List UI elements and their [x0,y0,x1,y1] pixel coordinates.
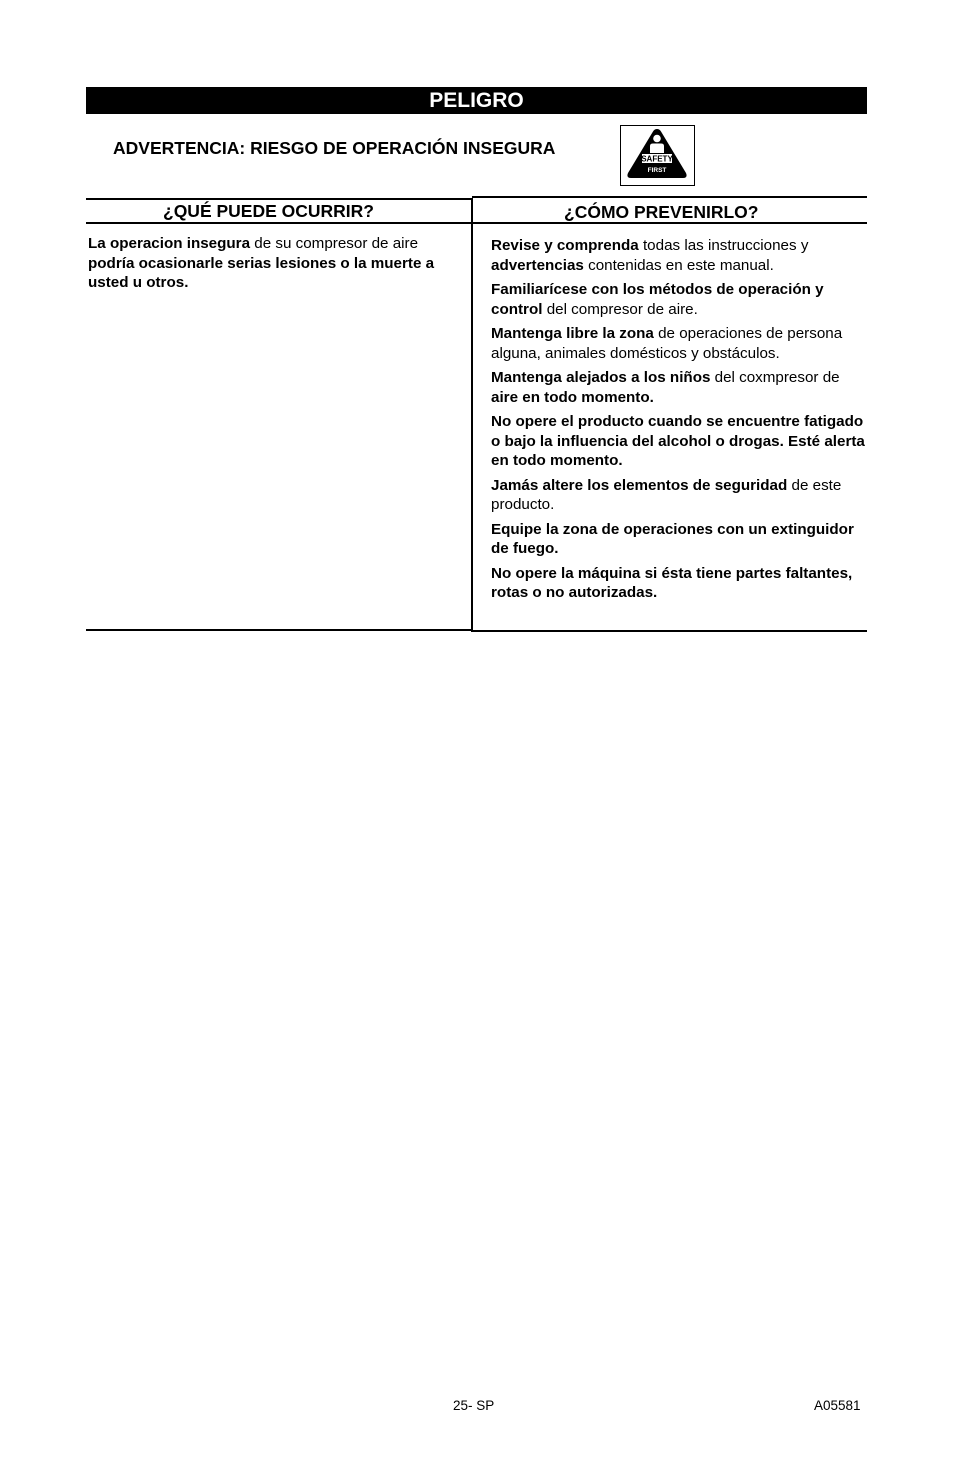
bold-text: aire en todo momento. [491,388,654,406]
prevention-paragraph [491,236,866,275]
bold-text: Familiarícese con los métodos de operación y control [491,281,824,318]
right-column-text [491,236,866,608]
body-text: contenidas en este manual. [583,256,774,274]
prevention-paragraph [491,564,866,603]
bold-text: No opere el producto cuando se encuentre fatigado o bajo la influencia del alcohol o drogas. Esté alerta en todo momento. [491,413,865,469]
prevention-paragraph [491,520,866,559]
bold-text: Equipe la zona de operaciones con un extinguidor de fuego. [491,520,854,557]
bold-text: La operacion insegura [88,235,251,252]
left-column-heading: ¿QUÉ PUEDE OCURRIR? [163,201,374,221]
safety-icon-text-top: SAFETY [641,154,673,164]
safety-first-icon [620,125,695,186]
banner-title: PELIGRO [429,89,524,112]
bold-text: podría ocasionarle serias lesiones o la muerte a usted u otros. [88,254,435,291]
body-text: de su compresor de aire [250,235,419,252]
body-text: de este producto. [491,476,842,513]
table-top-rule-right [472,196,867,198]
left-column-text [88,234,464,298]
body-text: de operaciones de persona alguna, animales domésticos y obstáculos. [491,325,843,362]
bold-text: Revise y comprenda [491,237,639,254]
column-divider [471,198,473,632]
table-bottom-rule-left [86,629,472,631]
prevention-paragraph [491,324,866,363]
prevention-paragraph [491,280,866,319]
prevention-paragraph [491,368,866,407]
bold-text: Jamás altere los elementos de seguridad [491,476,788,494]
bold-text: advertencias [491,256,584,274]
right-column-heading: ¿CÓMO PREVENIRLO? [564,202,759,222]
left-heading-underline [86,222,472,224]
prevention-paragraph [491,476,866,515]
bold-text: Mantenga libre la zona [491,325,654,342]
body-text: del coxmpresor de [710,369,840,386]
hazard-paragraph [88,234,464,293]
body-text: todas las instrucciones y [638,237,809,254]
safety-icon-text-bottom: FIRST [647,167,667,174]
page-number: 25- SP [453,1398,495,1413]
prevention-paragraph [491,412,866,471]
body-text: del compresor de aire. [542,300,698,318]
danger-banner [86,87,867,114]
table-bottom-rule-right [472,630,867,632]
document-code: A05581 [814,1398,861,1413]
bold-text: Mantenga alejados a los niños [491,369,711,386]
bold-text: No opere la máquina si ésta tiene partes faltantes, rotas o no autorizadas. [491,564,853,601]
table-top-rule-left [86,198,472,200]
warning-title: ADVERTENCIA: RIESGO DE OPERACIÓN INSEGURA [113,138,556,158]
